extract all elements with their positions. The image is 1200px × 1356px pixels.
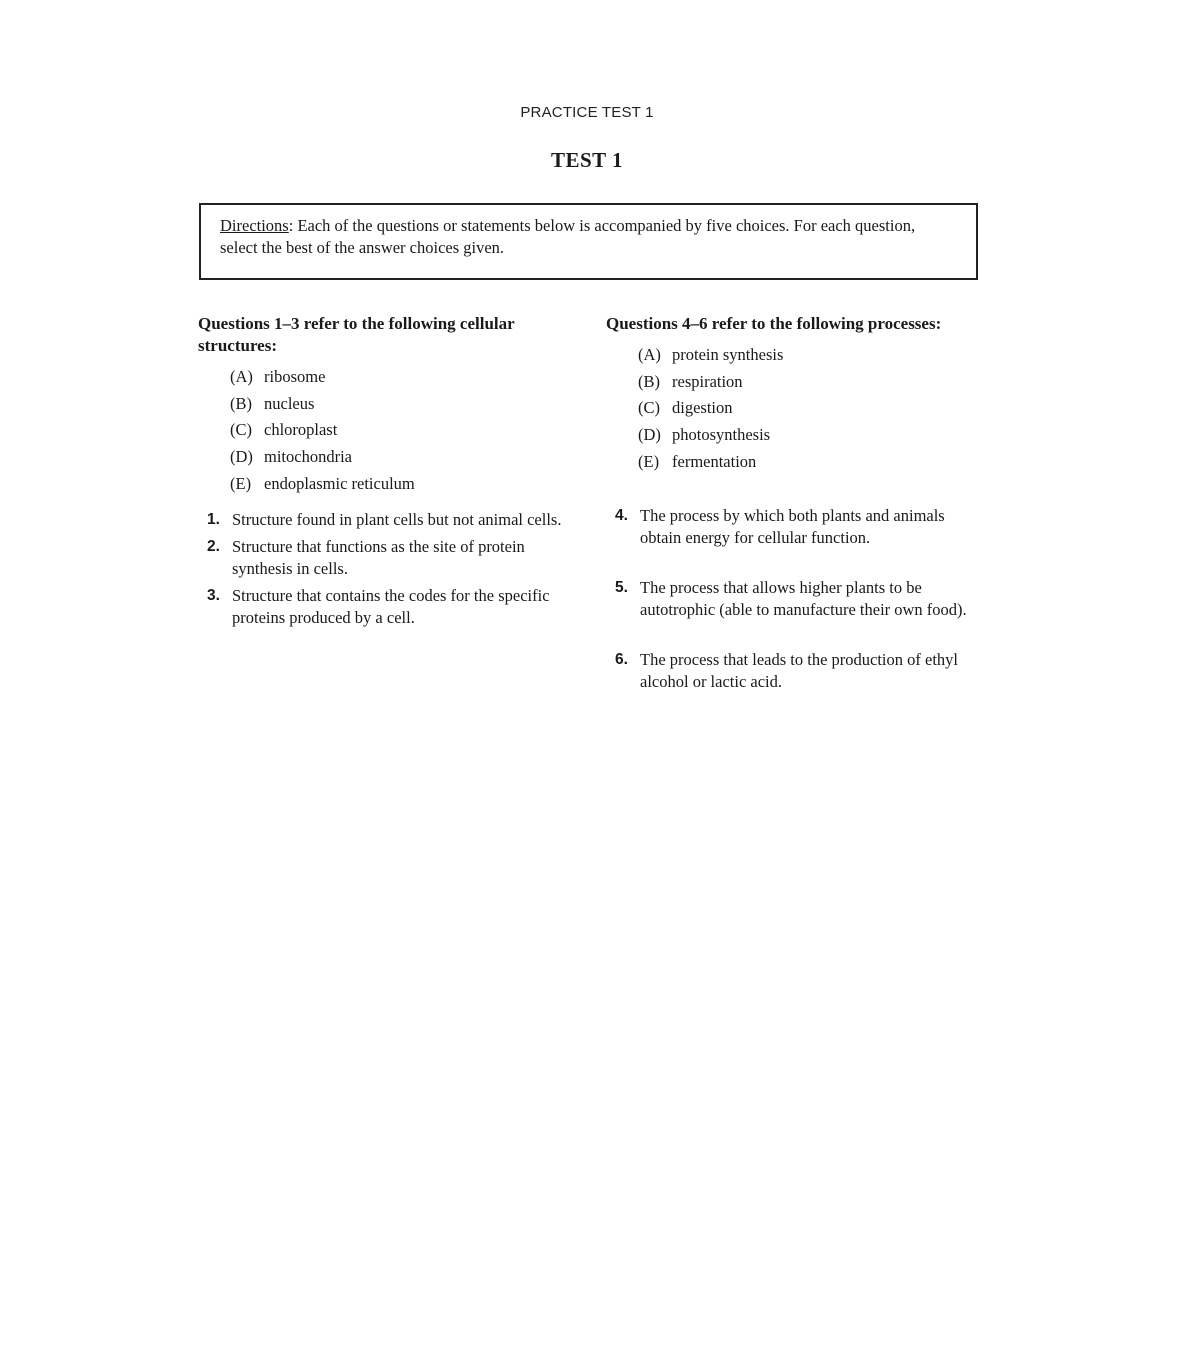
question-text: Structure that functions as the site of protein synthesis in cells. [232,537,525,579]
choice-letter: (E) [230,473,252,493]
question-item [198,585,576,629]
choice-text: nucleus [264,393,315,413]
question-item [198,536,576,580]
group-heading-4-6: Questions 4–6 refer to the following processes: [606,314,942,333]
choice-letter: (A) [638,345,661,364]
choice-letter: (B) [638,371,660,391]
choice-letter: (D) [230,447,253,467]
question-text: Structure found in plant cells but not animal cells. [232,510,562,530]
choice-text: photosynthesis [672,425,771,445]
choice-item [230,419,576,446]
choice-item [230,473,576,500]
running-head: PRACTICE TEST 1 [520,104,654,121]
question-list-4-6 [606,505,978,693]
choice-item [638,424,978,451]
question-number: 2. [207,538,220,556]
question-group-1-3 [198,313,576,634]
choice-text: mitochondria [264,447,352,467]
question-number: 3. [207,587,220,605]
question-text: The process that leads to the production of ethyl alcohol or lactic acid. [640,650,958,692]
choice-text: protein synthesis [672,345,784,364]
choice-item [230,446,576,473]
choice-letter: (C) [638,398,660,418]
question-item [606,649,978,693]
choice-item [638,344,978,371]
question-list-1-3 [198,509,576,629]
question-number: 5. [615,579,628,597]
choice-letter: (C) [230,420,252,440]
directions-text: : Each of the questions or statements below is accompanied by five choices. For each question, select the best of the answer choices given. [220,216,916,257]
question-item [606,577,978,621]
choice-letter: (D) [638,425,661,445]
group-heading-1-3: Questions 1–3 refer to the following cellular structures: [198,314,515,355]
choice-text: digestion [672,398,733,418]
choice-text: fermentation [672,451,757,471]
directions-box [199,203,978,280]
choice-list-1-3 [198,366,576,499]
question-group-4-6 [606,313,978,721]
question-number: 1. [207,511,220,529]
question-number: 4. [615,507,628,525]
choice-letter: (E) [638,451,660,471]
question-item [606,505,978,549]
question-item [198,509,576,531]
question-text: The process that allows higher plants to be autotrophic (able to manufacture their own food). [640,578,967,620]
choice-text: ribosome [264,367,326,386]
choice-text: chloroplast [264,420,338,440]
choice-item [638,451,978,478]
choice-text: endoplasmic reticulum [264,473,415,493]
choice-item [638,397,978,424]
choice-list-4-6 [606,344,978,477]
choice-item [230,366,576,393]
choice-item [230,393,576,420]
choice-letter: (B) [230,393,252,413]
question-text: Structure that contains the codes for the specific proteins produced by a cell. [232,586,550,628]
choice-item [638,371,978,398]
question-number: 6. [615,651,628,669]
question-text: The process by which both plants and animals obtain energy for cellular function. [640,506,945,548]
directions-label: Directions [220,216,289,235]
test-title: TEST 1 [550,148,624,172]
choice-letter: (A) [230,367,253,386]
choice-text: respiration [672,371,743,391]
